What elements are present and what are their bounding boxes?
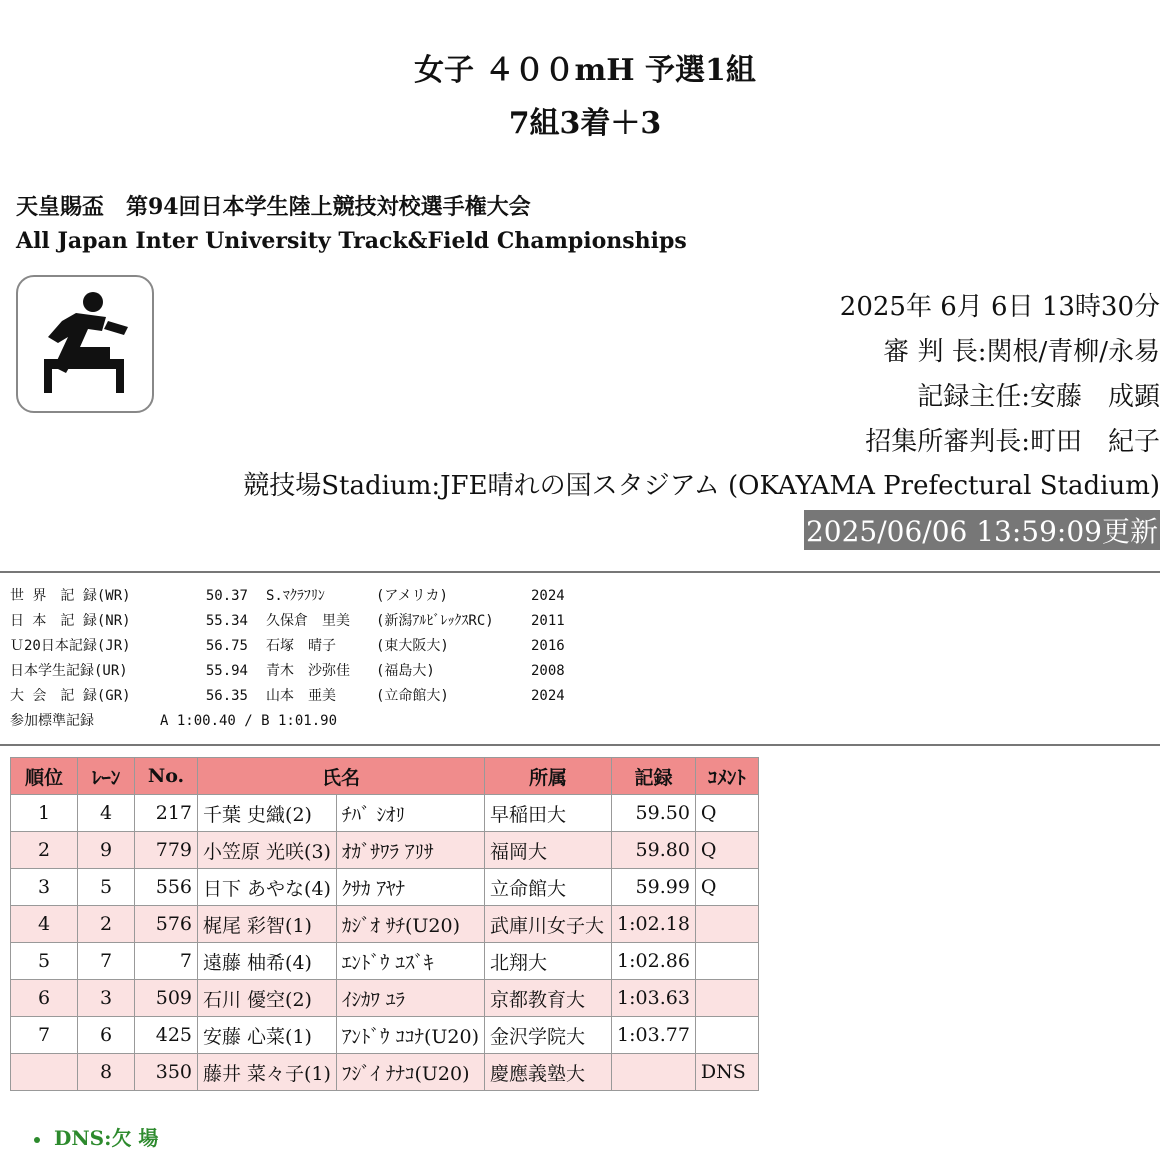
table-row: [11, 869, 759, 906]
stadium: 競技場Stadium:JFE晴れの国スタジアム (OKAYAMA Prefectural Stadium): [243, 471, 1160, 501]
cell-kana: ﾁﾊﾞ ｼｵﾘ: [336, 795, 484, 832]
cell-lane: 2: [78, 906, 135, 943]
cell-comment: [695, 1017, 758, 1054]
cell-rank: 4: [11, 906, 78, 943]
meet-name-ja: 天皇賜盃 第94回日本学生陸上競技対校選手権大会: [16, 194, 531, 220]
cell-kana: ｲｼｶﾜ ﾕﾗ: [336, 980, 484, 1017]
legend-dns-text: DNS:欠 場: [54, 1126, 159, 1150]
cell-number: 576: [135, 906, 198, 943]
table-row: [11, 795, 759, 832]
cell-affiliation: 早稲田大: [485, 795, 612, 832]
hurdles-icon: [16, 275, 154, 413]
table-row: [11, 1017, 759, 1054]
record-row: 日本学生記録(UR) 55.94 青木 沙弥佳 (福島大) 2008: [10, 663, 565, 679]
cell-time: 59.50: [612, 795, 696, 832]
record-row: 世 界 記 録(WR) 50.37 S.ﾏｸﾗﾌﾘﾝ (アメリカ) 2024: [10, 588, 565, 604]
cell-comment: [695, 980, 758, 1017]
header-rank: 順位: [11, 758, 78, 795]
header-number: No.: [135, 758, 198, 795]
meet-name-en: All Japan Inter University Track&Field Championships: [16, 228, 687, 254]
cell-name: 安藤 心菜(1): [198, 1017, 337, 1054]
cell-number: 779: [135, 832, 198, 869]
cell-lane: 5: [78, 869, 135, 906]
cell-rank: 5: [11, 943, 78, 980]
call-room-referee: 招集所審判長:町田 紀子: [865, 427, 1160, 457]
cell-number: 350: [135, 1054, 198, 1091]
records-list: [10, 584, 591, 734]
cell-name: 千葉 史織(2): [198, 795, 337, 832]
cell-rank: 1: [11, 795, 78, 832]
cell-lane: 9: [78, 832, 135, 869]
cell-kana: ｸｻｶ ｱﾔﾅ: [336, 869, 484, 906]
cell-time: [612, 1054, 696, 1091]
cell-kana: ｶｼﾞｵ ｻﾁ(U20): [336, 906, 484, 943]
cell-lane: 3: [78, 980, 135, 1017]
cell-name: 藤井 菜々子(1): [198, 1054, 337, 1091]
divider: [0, 744, 1160, 746]
cell-name: 小笠原 光咲(3): [198, 832, 337, 869]
cell-rank: 2: [11, 832, 78, 869]
event-title: 女子 ４００mH 予選1組: [414, 53, 756, 88]
cell-time: 1:02.18: [612, 906, 696, 943]
cell-number: 425: [135, 1017, 198, 1054]
cell-affiliation: 金沢学院大: [485, 1017, 612, 1054]
cell-lane: 8: [78, 1054, 135, 1091]
cell-kana: ﾌｼﾞｲ ﾅﾅｺ(U20): [336, 1054, 484, 1091]
table-row: [11, 1054, 759, 1091]
cell-affiliation: 立命館大: [485, 869, 612, 906]
cell-name: 梶尾 彩智(1): [198, 906, 337, 943]
cell-time: 1:03.77: [612, 1017, 696, 1054]
table-header-row: [11, 758, 759, 795]
cell-kana: ｴﾝﾄﾞｳ ﾕｽﾞｷ: [336, 943, 484, 980]
cell-number: 556: [135, 869, 198, 906]
cell-time: 1:02.86: [612, 943, 696, 980]
cell-rank: 7: [11, 1017, 78, 1054]
cell-rank: [11, 1054, 78, 1091]
header-affiliation: 所属: [485, 758, 612, 795]
cell-lane: 4: [78, 795, 135, 832]
referee: 審 判 長:関根/青柳/永易: [883, 337, 1160, 367]
results-table: [10, 757, 759, 1091]
record-row: Ｕ20日本記録(JR) 56.75 石塚 晴子 (東大阪大) 2016: [10, 638, 565, 654]
cell-time: 1:03.63: [612, 980, 696, 1017]
cell-number: 217: [135, 795, 198, 832]
record-row: 日 本 記 録(NR) 55.34 久保倉 里美 (新潟ｱﾙﾋﾞﾚｯｸｽRC) 2011: [10, 613, 565, 629]
cell-comment: Q: [695, 795, 758, 832]
cell-affiliation: 京都教育大: [485, 980, 612, 1017]
table-row: [11, 943, 759, 980]
cell-name: 日下 あやな(4): [198, 869, 337, 906]
updated-timestamp: 2025/06/06 13:59:09更新: [804, 510, 1160, 550]
divider: [0, 571, 1160, 573]
cell-rank: 6: [11, 980, 78, 1017]
cell-affiliation: 北翔大: [485, 943, 612, 980]
cell-comment: DNS: [695, 1054, 758, 1091]
table-row: [11, 906, 759, 943]
cell-affiliation: 武庫川女子大: [485, 906, 612, 943]
header-comment: ｺﾒﾝﾄ: [695, 758, 758, 795]
cell-number: 7: [135, 943, 198, 980]
cell-comment: Q: [695, 869, 758, 906]
cell-time: 59.80: [612, 832, 696, 869]
header-name: 氏名: [198, 758, 485, 795]
cell-lane: 7: [78, 943, 135, 980]
cell-kana: ｱﾝﾄﾞｳ ｺｺﾅ(U20): [336, 1017, 484, 1054]
table-row: [11, 980, 759, 1017]
cell-comment: [695, 906, 758, 943]
entry-standard: 参加標準記録 A 1:00.40 / B 1:01.90: [10, 713, 338, 729]
record-row: 大 会 記 録(GR) 56.35 山本 亜美 (立命館大) 2024: [10, 688, 565, 704]
cell-rank: 3: [11, 869, 78, 906]
cell-name: 遠藤 柚希(4): [198, 943, 337, 980]
cell-time: 59.99: [612, 869, 696, 906]
cell-comment: Q: [695, 832, 758, 869]
header-time: 記録: [612, 758, 696, 795]
table-row: [11, 832, 759, 869]
cell-comment: [695, 943, 758, 980]
header-lane: ﾚｰﾝ: [78, 758, 135, 795]
cell-lane: 6: [78, 1017, 135, 1054]
cell-number: 509: [135, 980, 198, 1017]
qualify-rule: 7組3着＋3: [508, 106, 662, 141]
bullet-icon: [34, 1137, 40, 1143]
cell-affiliation: 福岡大: [485, 832, 612, 869]
cell-affiliation: 慶應義塾大: [485, 1054, 612, 1091]
cell-name: 石川 優空(2): [198, 980, 337, 1017]
recorder: 記録主任:安藤 成顕: [917, 382, 1160, 412]
legend-dns: [34, 1122, 158, 1151]
datetime: 2025年 6月 6日 13時30分: [839, 292, 1160, 322]
cell-kana: ｵｶﾞｻﾜﾗ ｱﾘｻ: [336, 832, 484, 869]
